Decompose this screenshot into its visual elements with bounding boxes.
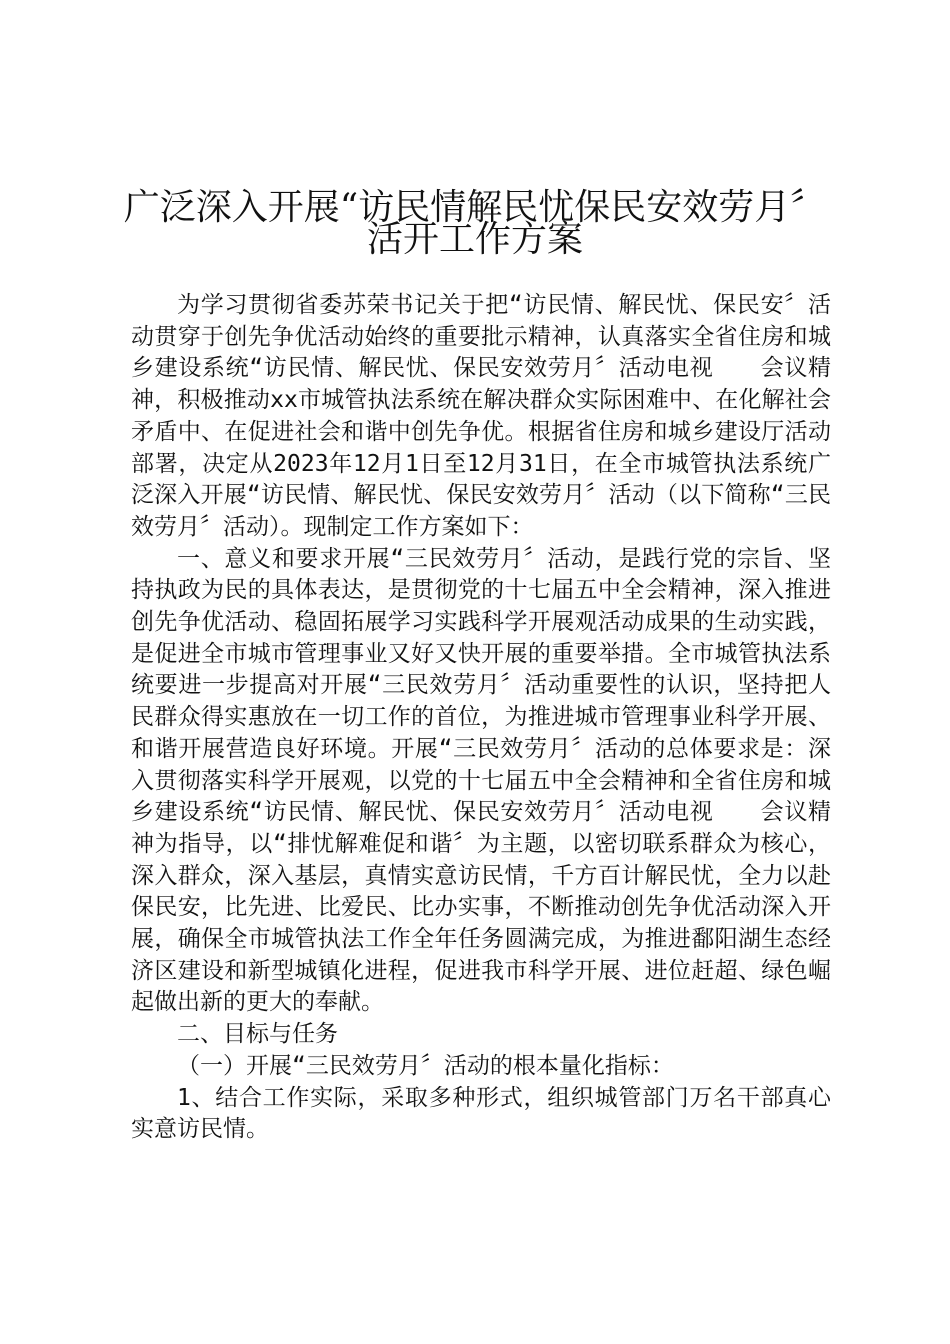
document-body [131, 290, 831, 1146]
subsection-heading-indicators: （一）开展“三民效劳月〞活动的根本量化指标： [177, 1052, 674, 1079]
document-title-line-1: 广泛深入开展“访民情解民忧保民安效劳月〞 [123, 187, 827, 228]
section-heading-goals: 二、目标与任务 [177, 1021, 338, 1048]
paragraph-intro: 为学习贯彻省委苏荣书记关于把“访民情、解民忧、保民安〞活动贯穿于创先争优活动始终的重要批示精神，认真落实全省住房和城乡建设系统“访民情、解民忧、保民安效劳月〞活动电视 会议精神，积极推动xx市城管执法系统在解决群众实际困难中、在化解社会矛盾中、在促进社会和谐中创先争优。根据省住房和城乡建设厅活动部署，决定从2023年12月1日至12月31日，在全市城管执法系统广泛深入开展“访民情、解民忧、保民安效劳月〞活动（以下简称“三民效劳月〞活动）。现制定工作方案如下： [131, 292, 831, 540]
paragraph-item-1: 1、结合工作实际，采取多种形式，组织城管部门万名干部真心实意访民情。 [131, 1084, 831, 1143]
paragraph-significance: 一、意义和要求开展“三民效劳月〞活动，是践行党的宗旨、坚持执政为民的具体表达，是贯彻党的十七届五中全会精神，深入推进创先争优活动、稳固拓展学习实践科学开展观活动成果的生动实践，是促进全市城市管理事业又好又快开展的重要举措。全市城管执法系统要进一步提高对开展“三民效劳月〞活动重要性的认识，坚持把人民群众得实惠放在一切工作的首位，为推进城市管理事业科学开展、和谐开展营造良好环境。开展“三民效劳月〞活动的总体要求是：深入贯彻落实科学开展观，以党的十七届五中全会精神和全省住房和城乡建设系统“访民情、解民忧、保民安效劳月〞活动电视 会议精神为指导，以“排忧解难促和谐〞为主题，以密切联系群众为核心，深入群众，深入基层，真情实意访民情，千方百计解民忧，全力以赴保民安，比先进、比爱民、比办实事，不断推动创先争优活动深入开展，确保全市城管执法工作全年任务圆满完成，为推进鄱阳湖生态经济区建设和新型城镇化进程，促进我市科学开展、进位赶超、绿色崛起做出新的更大的奉献。 [131, 545, 831, 1016]
document-title-line-2: 活开工作方案 [366, 219, 583, 260]
